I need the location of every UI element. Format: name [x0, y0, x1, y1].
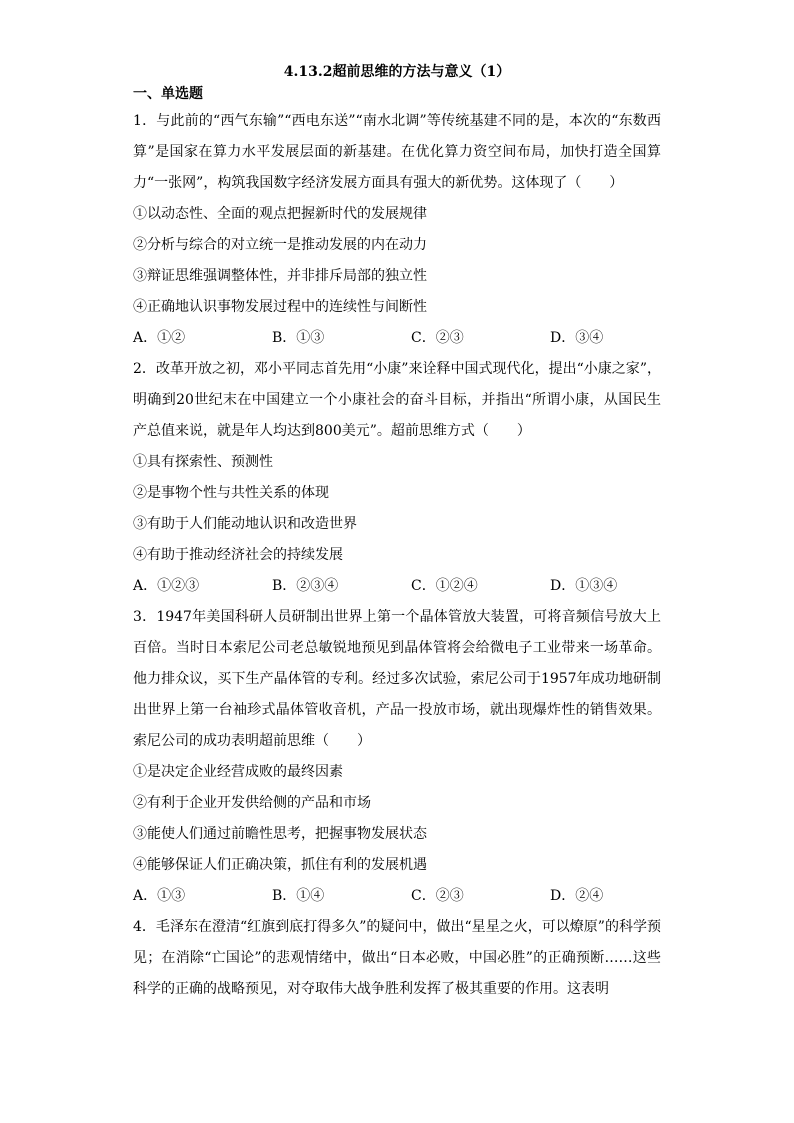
question-1 — [133, 106, 661, 354]
answer-choices — [133, 881, 661, 912]
answer-choices — [133, 571, 661, 602]
choice-d: D．③④ — [550, 330, 604, 346]
choice-a: A．①②③ — [133, 578, 200, 594]
statement-option: ④正确地认识事物发展过程中的连续性与间断性 — [133, 299, 427, 315]
choice-a: A．①② — [133, 330, 186, 346]
choice-c: C．②③ — [411, 330, 464, 346]
statement-option: ②分析与综合的对立统一是推动发展的内在动力 — [133, 237, 427, 253]
statement-option: ②是事物个性与共性关系的体现 — [133, 485, 329, 501]
statement-option: ④能够保证人们正确决策，抓住有利的发展机遇 — [133, 857, 427, 873]
statement-option: ②有利于企业开发供给侧的产品和市场 — [133, 795, 371, 811]
statement-option: ③辩证思维强调整体性，并非排斥局部的独立性 — [133, 268, 427, 284]
statement-option: ③能使人们通过前瞻性思考，把握事物发展状态 — [133, 826, 427, 842]
statement-option: ③有助于人们能动地认识和改造世界 — [133, 516, 357, 532]
document-title: 4.13.2超前思维的方法与意义（1） — [283, 64, 511, 80]
answer-choices — [133, 323, 661, 354]
question-stem: 3．1947年美国科研人员研制出世界上第一个晶体管放大装置，可将音频信号放大上百倍。当时日本索尼公司老总敏锐地预见到晶体管将会给微电子工业带来一场革命。他力排众议，买下生产晶体管的专利。经过多次试验，索尼公司于1957年成功地研制出世界上第一台袖珍式晶体管收音机，产品一投放市场，就出现爆炸性的销售效果。索尼公司的成功表明超前思维（ ） — [133, 609, 661, 749]
statement-option: ①以动态性、全面的观点把握新时代的发展规律 — [133, 206, 427, 222]
question-stem: 1．与此前的“西气东输”“西电东送”“南水北调”等传统基建不同的是，本次的“东数西算”是国家在算力水平发展层面的新基建。在优化算力资空间布局，加快打造全国算力“一张网”，构筑我国数字经济发展方面具有强大的新优势。这体现了（ ） — [133, 113, 661, 191]
choice-b: B．①④ — [272, 888, 325, 904]
choice-d: D．①③④ — [550, 578, 618, 594]
choice-c: C．①②④ — [411, 578, 478, 594]
choice-c: C．②③ — [411, 888, 464, 904]
statement-option: ①是决定企业经营成败的最终因素 — [133, 764, 343, 780]
question-stem: 2．改革开放之初，邓小平同志首先用“小康”来诠释中国式现代化，提出“小康之家”，明确到20世纪末在中国建立一个小康社会的奋斗目标，并指出“所谓小康，从国民生产总值来说，就是年人均达到800美元”。超前思维方式（ ） — [133, 361, 661, 439]
statement-option: ①具有探索性、预测性 — [133, 454, 273, 470]
choice-a: A．①③ — [133, 888, 186, 904]
question-list — [133, 106, 661, 1005]
question-2 — [133, 354, 661, 602]
question-3 — [133, 602, 661, 912]
question-stem: 4．毛泽东在澄清“红旗到底打得多久”的疑问中，做出“星星之火，可以燎原”的科学预见；在消除“亡国论”的悲观情绪中，做出“日本必败，中国必胜”的正确预断……这些科学的正确的战略预见，对夺取伟大战争胜利发挥了极其重要的作用。这表明 — [133, 919, 661, 997]
choice-b: B．①③ — [272, 330, 325, 346]
choice-b: B．②③④ — [272, 578, 339, 594]
statement-option: ④有助于推动经济社会的持续发展 — [133, 547, 343, 563]
section-heading: 一、单选题 — [133, 86, 203, 102]
choice-d: D．②④ — [550, 888, 604, 904]
question-4 — [133, 912, 661, 1005]
